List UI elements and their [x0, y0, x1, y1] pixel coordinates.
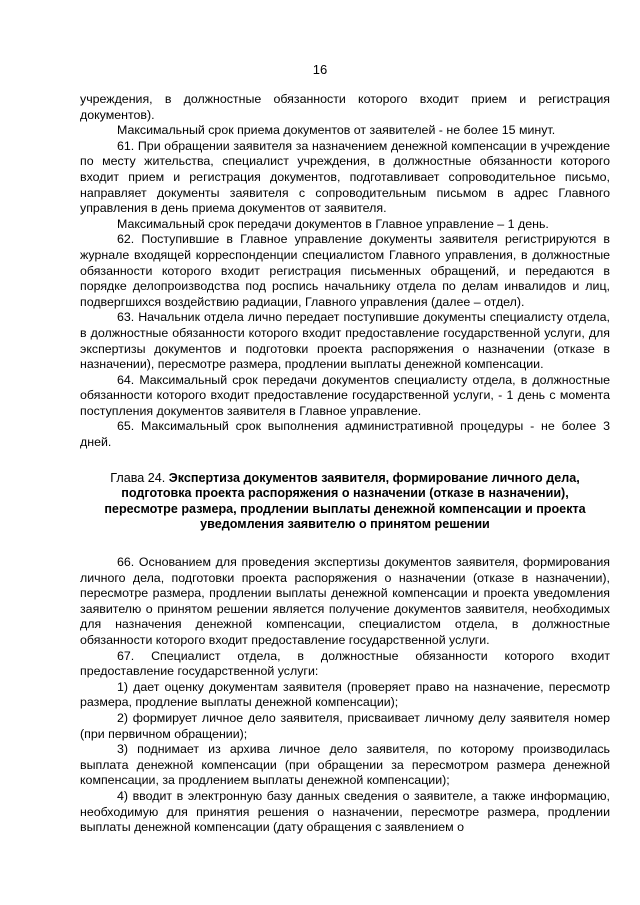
list-item-1: 1) дает оценку документам заявителя (проверяет право на назначение, пересмотр размера, продление выплаты денежной компенсации);	[80, 679, 610, 710]
paragraph-63: 63. Начальник отдела лично передает поступившие документы специалисту отдела, в должностные обязанности которого входит предоставление государственной услуги, для экспертизы документов и подготовки проекта распоряжения о назначении (отказе в назначении), пересмотре размера, продлении выплаты денежной компенсации.	[80, 310, 610, 372]
chapter-title: Экспертиза документов заявителя, формирование личного дела, подготовка проекта распоряжения о назначении (отказе в назначении), пересмотре размера, продлении выплаты денежной компенсации и проекта уведомления заявителю о принятом решении	[104, 470, 586, 532]
list-item-3: 3) поднимает из архива личное дело заявителя, по которому производилась выплата денежной компенсации (при обращении за пересмотром размера денежной компенсации, за продлением выплаты денежной компенсации);	[80, 742, 610, 788]
paragraph-64: 64. Максимальный срок передачи документов специалисту отдела, в должностные обязанности которого входит предоставление государственной услуги, - 1 день с момента поступления документов заявителя в Главное управление.	[80, 372, 610, 418]
paragraph-continuation: учреждения, в должностные обязанности которого входит прием и регистрация документов).	[80, 92, 610, 122]
paragraph-66: 66. Основанием для проведения экспертизы документов заявителя, формирования личного дела, подготовки проекта распоряжения о назначении (отказе в назначении), пересмотре размера, продлении выплаты денежной компенсации и проекта уведомления заявителю о принятом решении является получение документов заявителя, необходимых для назначения денежной компенсации, специалистом отдела, в должностные обязанности которого входит предоставление государственной услуги.	[80, 555, 610, 647]
paragraph: Максимальный срок передачи документов в Главное управление – 1 день.	[117, 216, 549, 231]
document-body	[80, 92, 610, 836]
paragraph-62: 62. Поступившие в Главное управление документы заявителя регистрируются в журнале входящей корреспонденции специалистом Главного управления, в должностные обязанности которого входит регистрация письменных обращений, и передаются в порядке делопроизводства под роспись начальнику отдела по делам инвалидов и лиц, подвергшихся воздействию радиации, Главного управления (далее – отдел).	[80, 232, 610, 309]
list-item-2: 2) формирует личное дело заявителя, присваивает личному делу заявителя номер (при первичном обращении);	[80, 710, 610, 741]
page-number: 16	[312, 62, 328, 77]
paragraph-65: 65. Максимальный срок выполнения административной процедуры - не более 3 дней.	[80, 419, 610, 450]
paragraph-61: 61. При обращении заявителя за назначением денежной компенсации в учреждение по месту жительства, специалист учреждения, в должностные обязанности которого входит прием и регистрация документов, подготавливает сопроводительное письмо, направляет документы заявителя с сопроводительным письмом в адрес Главного управления в день приема документов от заявителя.	[80, 138, 610, 216]
chapter-prefix: Глава 24.	[110, 470, 166, 485]
paragraph-67: 67. Специалист отдела, в должностные обязанности которого входит предоставление государственной услуги:	[80, 648, 610, 679]
list-item-4: 4) вводит в электронную базу данных сведения о заявителе, а также информацию, необходимую для принятия решения о назначении, пересмотре размера, продлении выплаты денежной компенсации (дату обращения с заявлением о	[80, 788, 610, 835]
paragraph: Максимальный срок приема документов от заявителей - не более 15 минут.	[117, 123, 556, 138]
chapter-heading	[84, 471, 606, 533]
